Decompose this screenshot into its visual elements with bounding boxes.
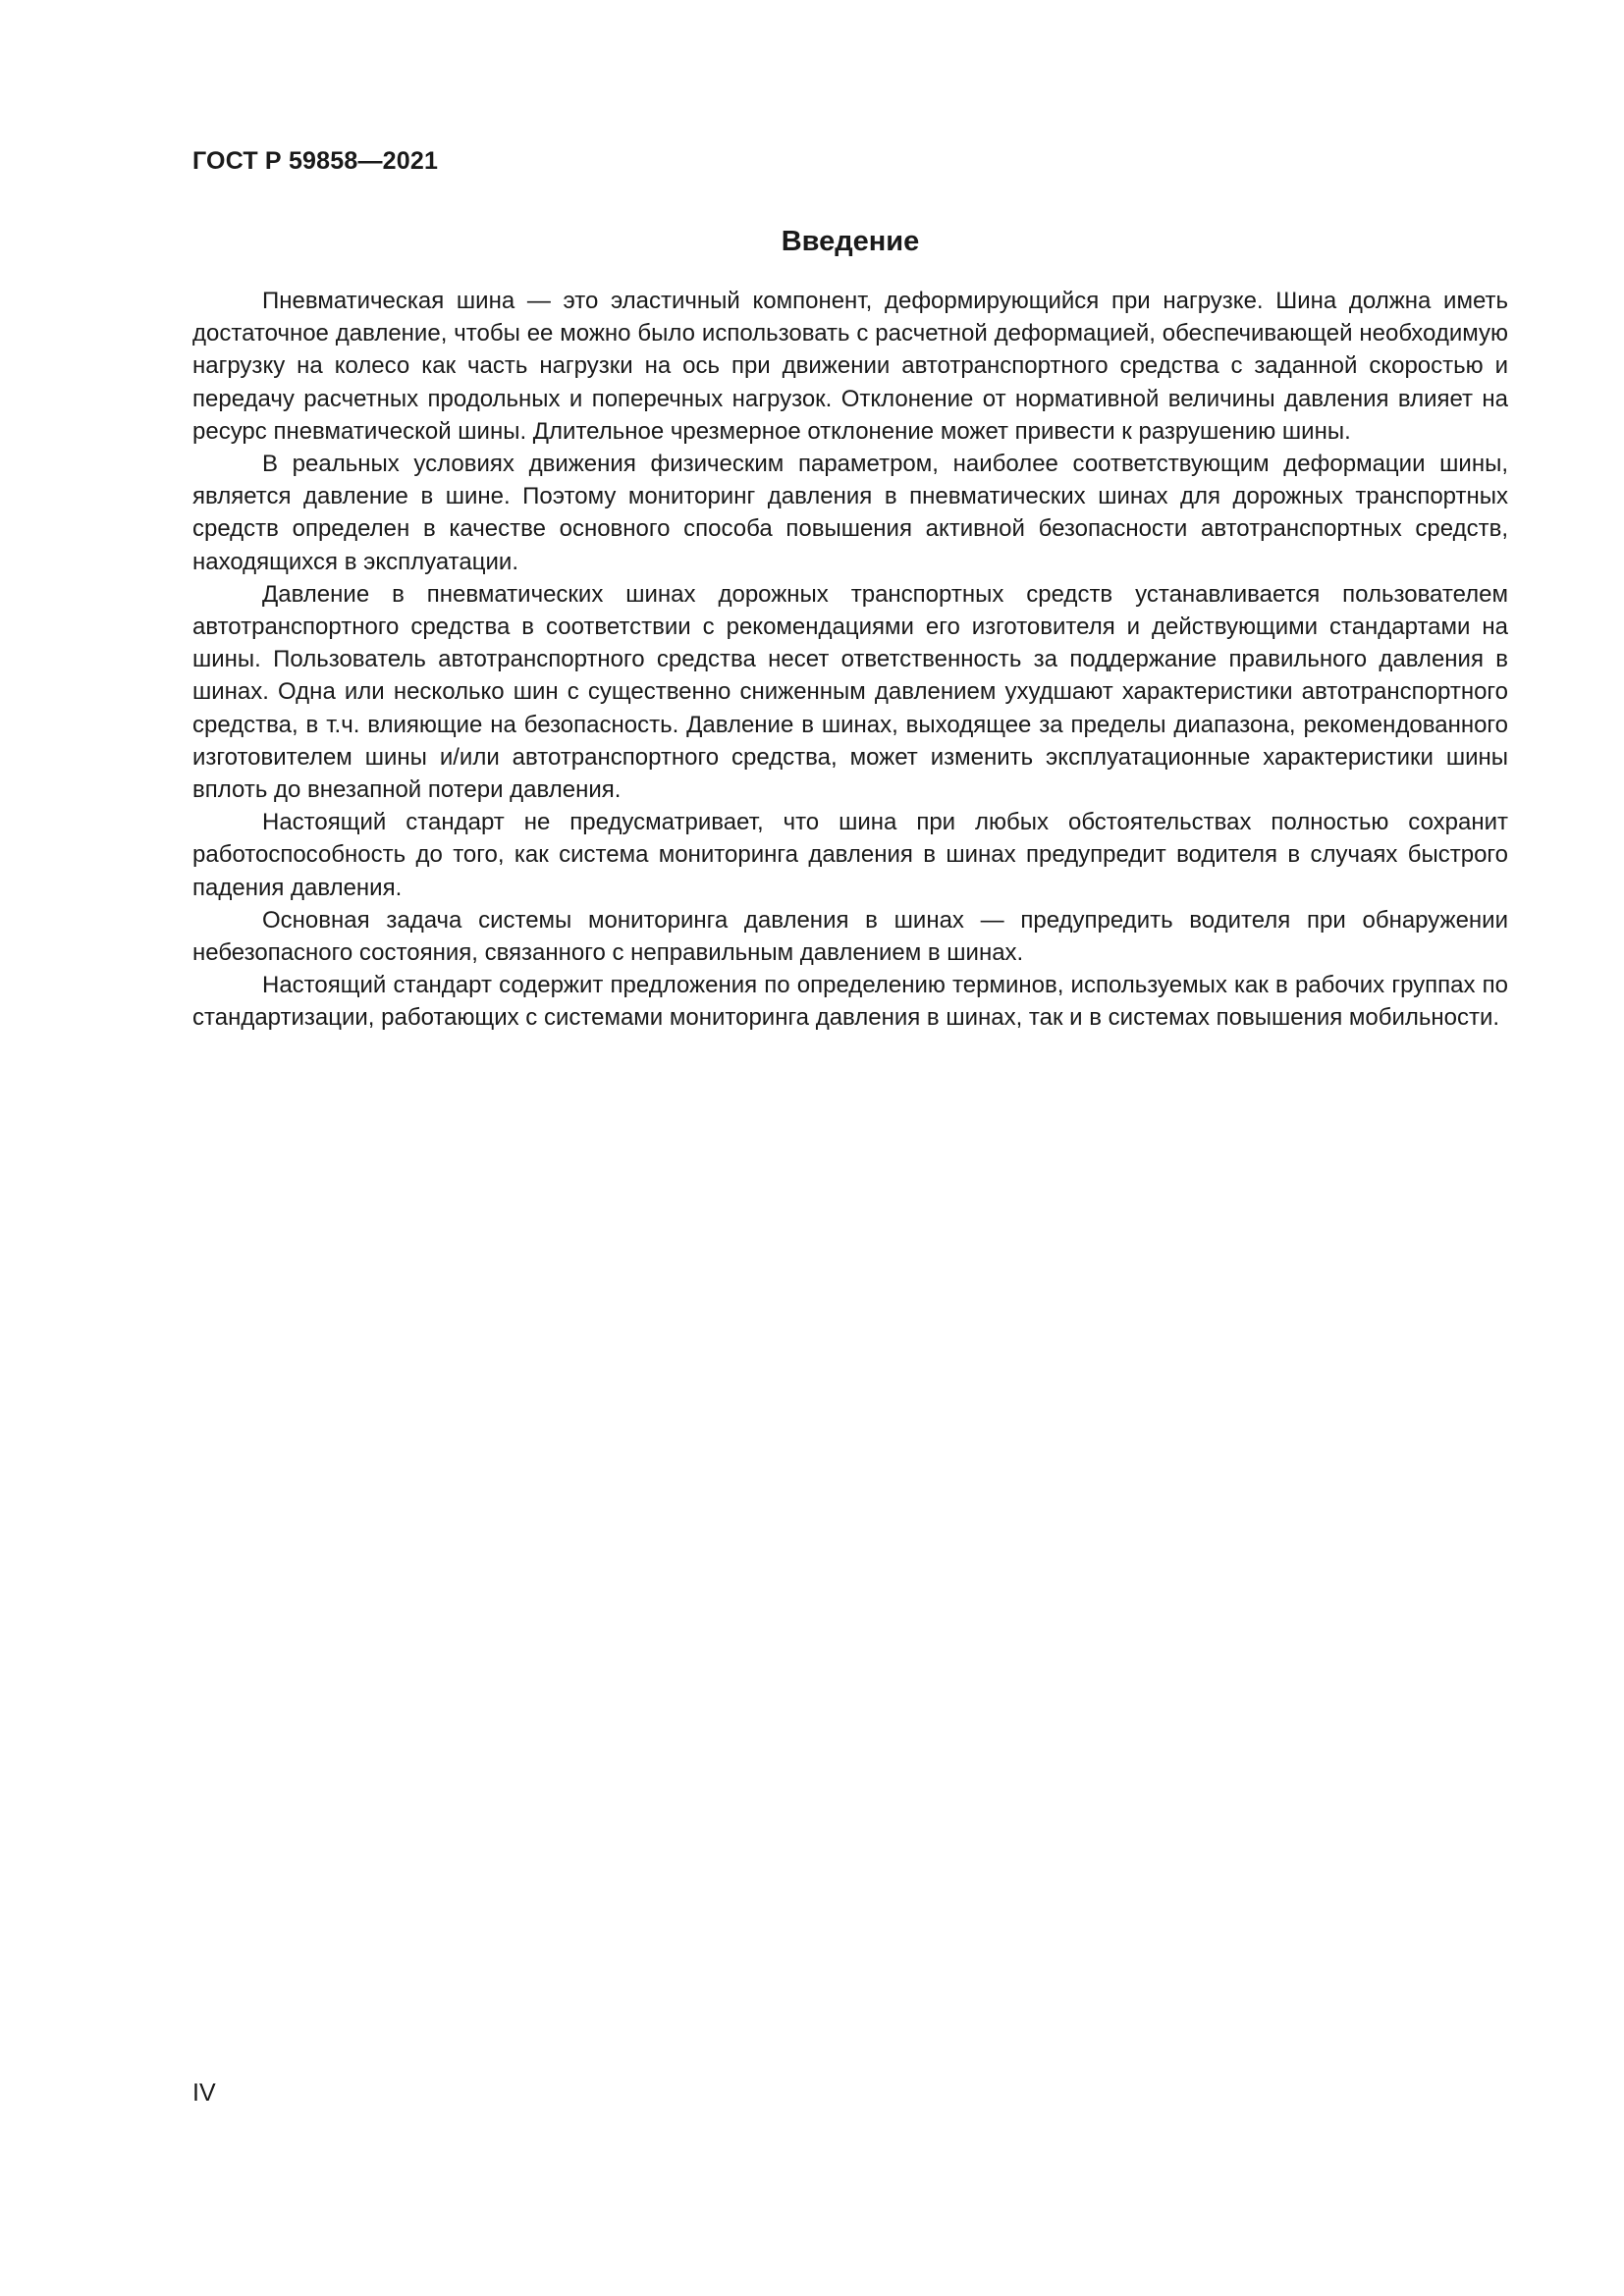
- paragraph: В реальных условиях движения физическим параметром, наиболее соответствующим деформации шины, является давление в шине. Поэтому мониторинг давления в пневматических шинах для дорожных транспортных средств определен в качестве основного способа повышения активной безопасности автотранспортных средств, находящихся в эксплуатации.: [192, 451, 1508, 575]
- paragraph: Пневматическая шина — это эластичный компонент, деформирующийся при нагрузке. Шина должна иметь достаточное давление, чтобы ее можно было использовать с расчетной деформацией, обеспечивающей необходимую нагрузку на колесо как часть нагрузки на ось при движении автотранспортного средства с заданной скоростью и передачу расчетных продольных и поперечных нагрузок. Отклонение от нормативной величины давления влияет на ресурс пневматической шины. Длительное чрезмерное отклонение может привести к разрушению шины.: [192, 288, 1508, 445]
- section-body: [192, 285, 1508, 1035]
- paragraph: Настоящий стандарт содержит предложения по определению терминов, используемых как в рабочих группах по стандартизации, работающих с системами мониторинга давления в шинах, так и в системах повышения мобильности.: [192, 972, 1508, 1032]
- paragraph: Настоящий стандарт не предусматривает, что шина при любых обстоятельствах полностью сохранит работоспособность до того, как система мониторинга давления в шинах предупредит водителя в случаях быстрого падения давления.: [192, 809, 1508, 901]
- document-code: ГОСТ Р 59858—2021: [192, 147, 439, 175]
- paragraph: Основная задача системы мониторинга давления в шинах — предупредить водителя при обнаружении небезопасного состояния, связанного с неправильным давлением в шинах.: [192, 906, 1508, 967]
- section-title: Введение: [781, 226, 920, 257]
- paragraph: Давление в пневматических шинах дорожных транспортных средств устанавливается пользователем автотранспортного средства в соответствии с рекомендациями его изготовителя и действующими стандартами на шины. Пользователь автотранспортного средства несет ответственность за поддержание правильного давления в шинах. Одна или несколько шин с существенно сниженным давлением ухудшают характеристики автотранспортного средства, в т.ч. влияющие на безопасность. Давление в шинах, выходящее за пределы диапазона, рекомендованного изготовителем шины и/или автотранспортного средства, может изменить эксплуатационные характеристики шины вплоть до внезапной потери давления.: [192, 580, 1508, 804]
- page-number: IV: [192, 2079, 216, 2107]
